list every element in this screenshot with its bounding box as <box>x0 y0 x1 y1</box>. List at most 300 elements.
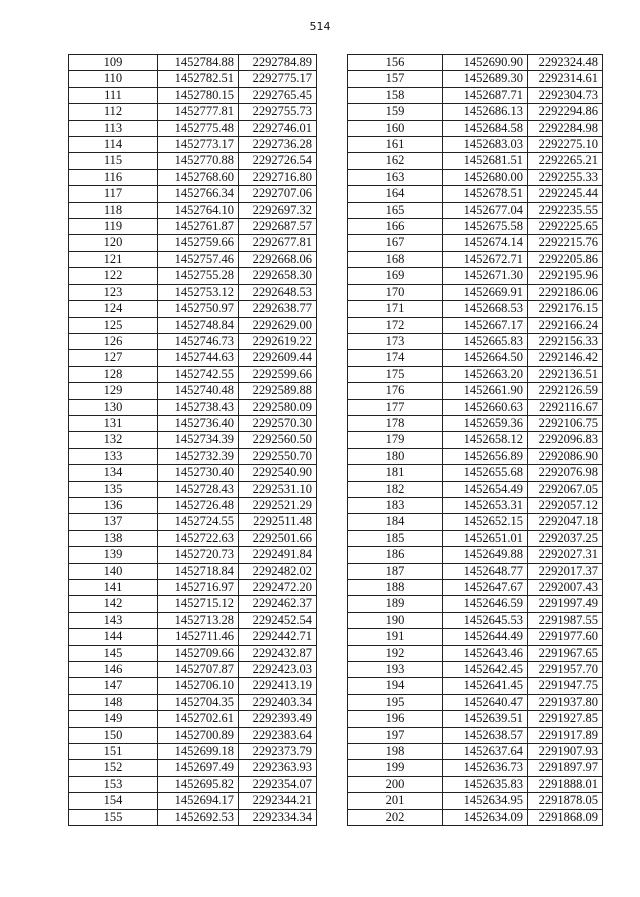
y-coordinate-cell: 2292726.54 <box>239 153 317 169</box>
x-coordinate-cell: 1452757.46 <box>158 251 239 267</box>
y-coordinate-cell: 2291917.89 <box>528 727 603 743</box>
coordinates-table-left <box>68 54 317 826</box>
point-number-cell: 111 <box>69 87 158 103</box>
table-row <box>69 235 317 251</box>
point-number-cell: 138 <box>69 530 158 546</box>
x-coordinate-cell: 1452768.60 <box>158 169 239 185</box>
y-coordinate-cell: 2292716.80 <box>239 169 317 185</box>
table-row <box>348 399 603 415</box>
y-coordinate-cell: 2292086.90 <box>528 448 603 464</box>
x-coordinate-cell: 1452646.59 <box>443 596 528 612</box>
y-coordinate-cell: 2291878.05 <box>528 793 603 809</box>
point-number-cell: 174 <box>348 350 443 366</box>
point-number-cell: 110 <box>69 71 158 87</box>
table-row <box>69 596 317 612</box>
point-number-cell: 128 <box>69 366 158 382</box>
x-coordinate-cell: 1452706.10 <box>158 678 239 694</box>
point-number-cell: 187 <box>348 563 443 579</box>
coordinates-table-right <box>347 54 603 826</box>
x-coordinate-cell: 1452689.30 <box>443 71 528 87</box>
x-coordinate-cell: 1452671.30 <box>443 268 528 284</box>
y-coordinate-cell: 2292746.01 <box>239 120 317 136</box>
y-coordinate-cell: 2292462.37 <box>239 596 317 612</box>
y-coordinate-cell: 2292442.71 <box>239 629 317 645</box>
point-number-cell: 141 <box>69 580 158 596</box>
table-row <box>348 333 603 349</box>
y-coordinate-cell: 2292432.87 <box>239 645 317 661</box>
y-coordinate-cell: 2292176.15 <box>528 301 603 317</box>
table-row <box>348 120 603 136</box>
table-row <box>69 202 317 218</box>
table-row <box>69 547 317 563</box>
table-row <box>348 350 603 366</box>
y-coordinate-cell: 2292215.76 <box>528 235 603 251</box>
y-coordinate-cell: 2292314.61 <box>528 71 603 87</box>
x-coordinate-cell: 1452675.58 <box>443 219 528 235</box>
point-number-cell: 152 <box>69 760 158 776</box>
point-number-cell: 131 <box>69 415 158 431</box>
x-coordinate-cell: 1452746.73 <box>158 333 239 349</box>
point-number-cell: 167 <box>348 235 443 251</box>
y-coordinate-cell: 2292677.81 <box>239 235 317 251</box>
y-coordinate-cell: 2292275.10 <box>528 137 603 153</box>
x-coordinate-cell: 1452652.15 <box>443 514 528 530</box>
y-coordinate-cell: 2292501.66 <box>239 530 317 546</box>
y-coordinate-cell: 2292017.37 <box>528 563 603 579</box>
y-coordinate-cell: 2292265.21 <box>528 153 603 169</box>
x-coordinate-cell: 1452654.49 <box>443 481 528 497</box>
table-row <box>69 497 317 513</box>
point-number-cell: 178 <box>348 415 443 431</box>
point-number-cell: 170 <box>348 284 443 300</box>
point-number-cell: 133 <box>69 448 158 464</box>
table-row <box>69 793 317 809</box>
point-number-cell: 197 <box>348 727 443 743</box>
point-number-cell: 160 <box>348 120 443 136</box>
point-number-cell: 122 <box>69 268 158 284</box>
point-number-cell: 145 <box>69 645 158 661</box>
table-row <box>69 104 317 120</box>
table-row <box>69 317 317 333</box>
y-coordinate-cell: 2292511.48 <box>239 514 317 530</box>
point-number-cell: 130 <box>69 399 158 415</box>
table-row <box>348 514 603 530</box>
y-coordinate-cell: 2291987.55 <box>528 612 603 628</box>
point-number-cell: 184 <box>348 514 443 530</box>
point-number-cell: 119 <box>69 219 158 235</box>
y-coordinate-cell: 2292166.24 <box>528 317 603 333</box>
table-row <box>348 301 603 317</box>
table-row <box>69 219 317 235</box>
table-row <box>348 317 603 333</box>
table-row <box>348 481 603 497</box>
table-row <box>348 629 603 645</box>
y-coordinate-cell: 2292156.33 <box>528 333 603 349</box>
x-coordinate-cell: 1452748.84 <box>158 317 239 333</box>
point-number-cell: 140 <box>69 563 158 579</box>
table-row <box>348 235 603 251</box>
point-number-cell: 193 <box>348 662 443 678</box>
table-row <box>69 71 317 87</box>
y-coordinate-cell: 2292067.05 <box>528 481 603 497</box>
x-coordinate-cell: 1452669.91 <box>443 284 528 300</box>
x-coordinate-cell: 1452660.63 <box>443 399 528 415</box>
x-coordinate-cell: 1452744.63 <box>158 350 239 366</box>
x-coordinate-cell: 1452759.66 <box>158 235 239 251</box>
y-coordinate-cell: 2292648.53 <box>239 284 317 300</box>
x-coordinate-cell: 1452740.48 <box>158 383 239 399</box>
point-number-cell: 176 <box>348 383 443 399</box>
table-row <box>69 301 317 317</box>
table-row <box>69 284 317 300</box>
point-number-cell: 173 <box>348 333 443 349</box>
x-coordinate-cell: 1452663.20 <box>443 366 528 382</box>
y-coordinate-cell: 2292245.44 <box>528 186 603 202</box>
table-row <box>348 219 603 235</box>
x-coordinate-cell: 1452658.12 <box>443 432 528 448</box>
y-coordinate-cell: 2292344.21 <box>239 793 317 809</box>
x-coordinate-cell: 1452713.28 <box>158 612 239 628</box>
table-row <box>69 760 317 776</box>
y-coordinate-cell: 2292580.09 <box>239 399 317 415</box>
x-coordinate-cell: 1452636.73 <box>443 760 528 776</box>
point-number-cell: 200 <box>348 776 443 792</box>
x-coordinate-cell: 1452665.83 <box>443 333 528 349</box>
y-coordinate-cell: 2292784.89 <box>239 55 317 71</box>
y-coordinate-cell: 2291927.85 <box>528 711 603 727</box>
x-coordinate-cell: 1452684.58 <box>443 120 528 136</box>
table-row <box>348 366 603 382</box>
x-coordinate-cell: 1452643.46 <box>443 645 528 661</box>
table-row <box>348 793 603 809</box>
point-number-cell: 151 <box>69 744 158 760</box>
table-row <box>69 629 317 645</box>
point-number-cell: 114 <box>69 137 158 153</box>
table-row <box>348 530 603 546</box>
y-coordinate-cell: 2292363.93 <box>239 760 317 776</box>
table-row <box>348 563 603 579</box>
table-row <box>348 415 603 431</box>
x-coordinate-cell: 1452634.95 <box>443 793 528 809</box>
table-row <box>348 71 603 87</box>
point-number-cell: 191 <box>348 629 443 645</box>
table-row <box>348 87 603 103</box>
y-coordinate-cell: 2292186.06 <box>528 284 603 300</box>
x-coordinate-cell: 1452699.18 <box>158 744 239 760</box>
x-coordinate-cell: 1452715.12 <box>158 596 239 612</box>
table-row <box>69 481 317 497</box>
x-coordinate-cell: 1452750.97 <box>158 301 239 317</box>
table-row <box>348 383 603 399</box>
table-row <box>69 645 317 661</box>
table-row <box>348 596 603 612</box>
table-row <box>348 580 603 596</box>
point-number-cell: 143 <box>69 612 158 628</box>
y-coordinate-cell: 2292570.30 <box>239 415 317 431</box>
point-number-cell: 180 <box>348 448 443 464</box>
x-coordinate-cell: 1452764.10 <box>158 202 239 218</box>
x-coordinate-cell: 1452722.63 <box>158 530 239 546</box>
x-coordinate-cell: 1452695.82 <box>158 776 239 792</box>
point-number-cell: 113 <box>69 120 158 136</box>
x-coordinate-cell: 1452677.04 <box>443 202 528 218</box>
x-coordinate-cell: 1452653.31 <box>443 497 528 513</box>
y-coordinate-cell: 2292755.73 <box>239 104 317 120</box>
y-coordinate-cell: 2291967.65 <box>528 645 603 661</box>
table-row <box>69 809 317 825</box>
y-coordinate-cell: 2292116.67 <box>528 399 603 415</box>
x-coordinate-cell: 1452634.09 <box>443 809 528 825</box>
x-coordinate-cell: 1452641.45 <box>443 678 528 694</box>
table-row <box>348 432 603 448</box>
point-number-cell: 109 <box>69 55 158 71</box>
y-coordinate-cell: 2292668.06 <box>239 251 317 267</box>
table-row <box>69 87 317 103</box>
x-coordinate-cell: 1452707.87 <box>158 662 239 678</box>
y-coordinate-cell: 2292354.07 <box>239 776 317 792</box>
table-row <box>348 694 603 710</box>
x-coordinate-cell: 1452647.67 <box>443 580 528 596</box>
table-row <box>348 547 603 563</box>
table-row <box>348 662 603 678</box>
point-number-cell: 192 <box>348 645 443 661</box>
table-row <box>348 284 603 300</box>
point-number-cell: 129 <box>69 383 158 399</box>
table-row <box>69 776 317 792</box>
point-number-cell: 188 <box>348 580 443 596</box>
x-coordinate-cell: 1452638.57 <box>443 727 528 743</box>
x-coordinate-cell: 1452687.71 <box>443 87 528 103</box>
y-coordinate-cell: 2291888.01 <box>528 776 603 792</box>
x-coordinate-cell: 1452742.55 <box>158 366 239 382</box>
x-coordinate-cell: 1452702.61 <box>158 711 239 727</box>
x-coordinate-cell: 1452637.64 <box>443 744 528 760</box>
y-coordinate-cell: 2292076.98 <box>528 465 603 481</box>
y-coordinate-cell: 2292540.90 <box>239 465 317 481</box>
x-coordinate-cell: 1452649.88 <box>443 547 528 563</box>
y-coordinate-cell: 2292037.25 <box>528 530 603 546</box>
table-row <box>69 711 317 727</box>
x-coordinate-cell: 1452770.88 <box>158 153 239 169</box>
point-number-cell: 171 <box>348 301 443 317</box>
y-coordinate-cell: 2292599.66 <box>239 366 317 382</box>
x-coordinate-cell: 1452694.17 <box>158 793 239 809</box>
point-number-cell: 179 <box>348 432 443 448</box>
table-row <box>69 744 317 760</box>
y-coordinate-cell: 2292126.59 <box>528 383 603 399</box>
x-coordinate-cell: 1452651.01 <box>443 530 528 546</box>
point-number-cell: 181 <box>348 465 443 481</box>
table-row <box>69 530 317 546</box>
point-number-cell: 156 <box>348 55 443 71</box>
x-coordinate-cell: 1452766.34 <box>158 186 239 202</box>
y-coordinate-cell: 2292765.45 <box>239 87 317 103</box>
x-coordinate-cell: 1452680.00 <box>443 169 528 185</box>
y-coordinate-cell: 2292452.54 <box>239 612 317 628</box>
table-row <box>69 662 317 678</box>
y-coordinate-cell: 2292697.32 <box>239 202 317 218</box>
table-row <box>69 169 317 185</box>
point-number-cell: 165 <box>348 202 443 218</box>
y-coordinate-cell: 2292373.79 <box>239 744 317 760</box>
y-coordinate-cell: 2292491.84 <box>239 547 317 563</box>
table-row <box>348 448 603 464</box>
table-row <box>69 333 317 349</box>
y-coordinate-cell: 2291977.60 <box>528 629 603 645</box>
point-number-cell: 189 <box>348 596 443 612</box>
point-number-cell: 148 <box>69 694 158 710</box>
x-coordinate-cell: 1452761.87 <box>158 219 239 235</box>
table-row <box>69 137 317 153</box>
table-row <box>348 711 603 727</box>
x-coordinate-cell: 1452724.55 <box>158 514 239 530</box>
point-number-cell: 116 <box>69 169 158 185</box>
point-number-cell: 149 <box>69 711 158 727</box>
x-coordinate-cell: 1452668.53 <box>443 301 528 317</box>
y-coordinate-cell: 2292707.06 <box>239 186 317 202</box>
y-coordinate-cell: 2292047.18 <box>528 514 603 530</box>
table-row <box>69 415 317 431</box>
point-number-cell: 201 <box>348 793 443 809</box>
x-coordinate-cell: 1452667.17 <box>443 317 528 333</box>
x-coordinate-cell: 1452775.48 <box>158 120 239 136</box>
point-number-cell: 118 <box>69 202 158 218</box>
table-row <box>69 448 317 464</box>
table-row <box>69 563 317 579</box>
table-row <box>69 432 317 448</box>
x-coordinate-cell: 1452686.13 <box>443 104 528 120</box>
x-coordinate-cell: 1452697.49 <box>158 760 239 776</box>
table-row <box>69 350 317 366</box>
x-coordinate-cell: 1452704.35 <box>158 694 239 710</box>
point-number-cell: 121 <box>69 251 158 267</box>
point-number-cell: 153 <box>69 776 158 792</box>
y-coordinate-cell: 2292521.29 <box>239 497 317 513</box>
point-number-cell: 112 <box>69 104 158 120</box>
y-coordinate-cell: 2292638.77 <box>239 301 317 317</box>
x-coordinate-cell: 1452726.48 <box>158 497 239 513</box>
x-coordinate-cell: 1452642.45 <box>443 662 528 678</box>
x-coordinate-cell: 1452734.39 <box>158 432 239 448</box>
table-row <box>348 202 603 218</box>
x-coordinate-cell: 1452655.68 <box>443 465 528 481</box>
y-coordinate-cell: 2291897.97 <box>528 760 603 776</box>
point-number-cell: 182 <box>348 481 443 497</box>
y-coordinate-cell: 2292531.10 <box>239 481 317 497</box>
point-number-cell: 147 <box>69 678 158 694</box>
point-number-cell: 142 <box>69 596 158 612</box>
y-coordinate-cell: 2292393.49 <box>239 711 317 727</box>
y-coordinate-cell: 2292255.33 <box>528 169 603 185</box>
y-coordinate-cell: 2292225.65 <box>528 219 603 235</box>
x-coordinate-cell: 1452672.71 <box>443 251 528 267</box>
x-coordinate-cell: 1452732.39 <box>158 448 239 464</box>
table-row <box>69 612 317 628</box>
x-coordinate-cell: 1452728.43 <box>158 481 239 497</box>
x-coordinate-cell: 1452720.73 <box>158 547 239 563</box>
y-coordinate-cell: 2291997.49 <box>528 596 603 612</box>
y-coordinate-cell: 2292304.73 <box>528 87 603 103</box>
point-number-cell: 127 <box>69 350 158 366</box>
x-coordinate-cell: 1452777.81 <box>158 104 239 120</box>
point-number-cell: 137 <box>69 514 158 530</box>
point-number-cell: 177 <box>348 399 443 415</box>
x-coordinate-cell: 1452718.84 <box>158 563 239 579</box>
y-coordinate-cell: 2292482.02 <box>239 563 317 579</box>
y-coordinate-cell: 2292334.34 <box>239 809 317 825</box>
table-row <box>69 120 317 136</box>
x-coordinate-cell: 1452648.77 <box>443 563 528 579</box>
point-number-cell: 139 <box>69 547 158 563</box>
y-coordinate-cell: 2292619.22 <box>239 333 317 349</box>
table-row <box>69 465 317 481</box>
table-row <box>348 776 603 792</box>
y-coordinate-cell: 2292383.64 <box>239 727 317 743</box>
point-number-cell: 175 <box>348 366 443 382</box>
y-coordinate-cell: 2292629.00 <box>239 317 317 333</box>
x-coordinate-cell: 1452780.15 <box>158 87 239 103</box>
table-row <box>348 645 603 661</box>
x-coordinate-cell: 1452683.03 <box>443 137 528 153</box>
x-coordinate-cell: 1452635.83 <box>443 776 528 792</box>
y-coordinate-cell: 2291868.09 <box>528 809 603 825</box>
x-coordinate-cell: 1452773.17 <box>158 137 239 153</box>
page-number: 514 <box>309 20 331 33</box>
table-row <box>348 809 603 825</box>
x-coordinate-cell: 1452716.97 <box>158 580 239 596</box>
point-number-cell: 132 <box>69 432 158 448</box>
y-coordinate-cell: 2292736.28 <box>239 137 317 153</box>
y-coordinate-cell: 2292284.98 <box>528 120 603 136</box>
table-row <box>348 612 603 628</box>
point-number-cell: 144 <box>69 629 158 645</box>
table-row <box>348 137 603 153</box>
x-coordinate-cell: 1452692.53 <box>158 809 239 825</box>
y-coordinate-cell: 2292403.34 <box>239 694 317 710</box>
x-coordinate-cell: 1452738.43 <box>158 399 239 415</box>
y-coordinate-cell: 2292136.51 <box>528 366 603 382</box>
point-number-cell: 196 <box>348 711 443 727</box>
point-number-cell: 150 <box>69 727 158 743</box>
table-row <box>348 727 603 743</box>
table-row <box>69 251 317 267</box>
y-coordinate-cell: 2291947.75 <box>528 678 603 694</box>
table-row <box>348 55 603 71</box>
table-row <box>348 251 603 267</box>
point-number-cell: 117 <box>69 186 158 202</box>
x-coordinate-cell: 1452782.51 <box>158 71 239 87</box>
x-coordinate-cell: 1452690.90 <box>443 55 528 71</box>
y-coordinate-cell: 2292195.96 <box>528 268 603 284</box>
table-row <box>69 383 317 399</box>
table-row <box>348 104 603 120</box>
y-coordinate-cell: 2292560.50 <box>239 432 317 448</box>
x-coordinate-cell: 1452644.49 <box>443 629 528 645</box>
point-number-cell: 115 <box>69 153 158 169</box>
point-number-cell: 172 <box>348 317 443 333</box>
point-number-cell: 186 <box>348 547 443 563</box>
point-number-cell: 123 <box>69 284 158 300</box>
table-row <box>348 153 603 169</box>
y-coordinate-cell: 2292775.17 <box>239 71 317 87</box>
y-coordinate-cell: 2292294.86 <box>528 104 603 120</box>
table-row <box>69 727 317 743</box>
table-row <box>348 169 603 185</box>
y-coordinate-cell: 2292324.48 <box>528 55 603 71</box>
table-row <box>69 514 317 530</box>
table-row <box>69 186 317 202</box>
x-coordinate-cell: 1452664.50 <box>443 350 528 366</box>
